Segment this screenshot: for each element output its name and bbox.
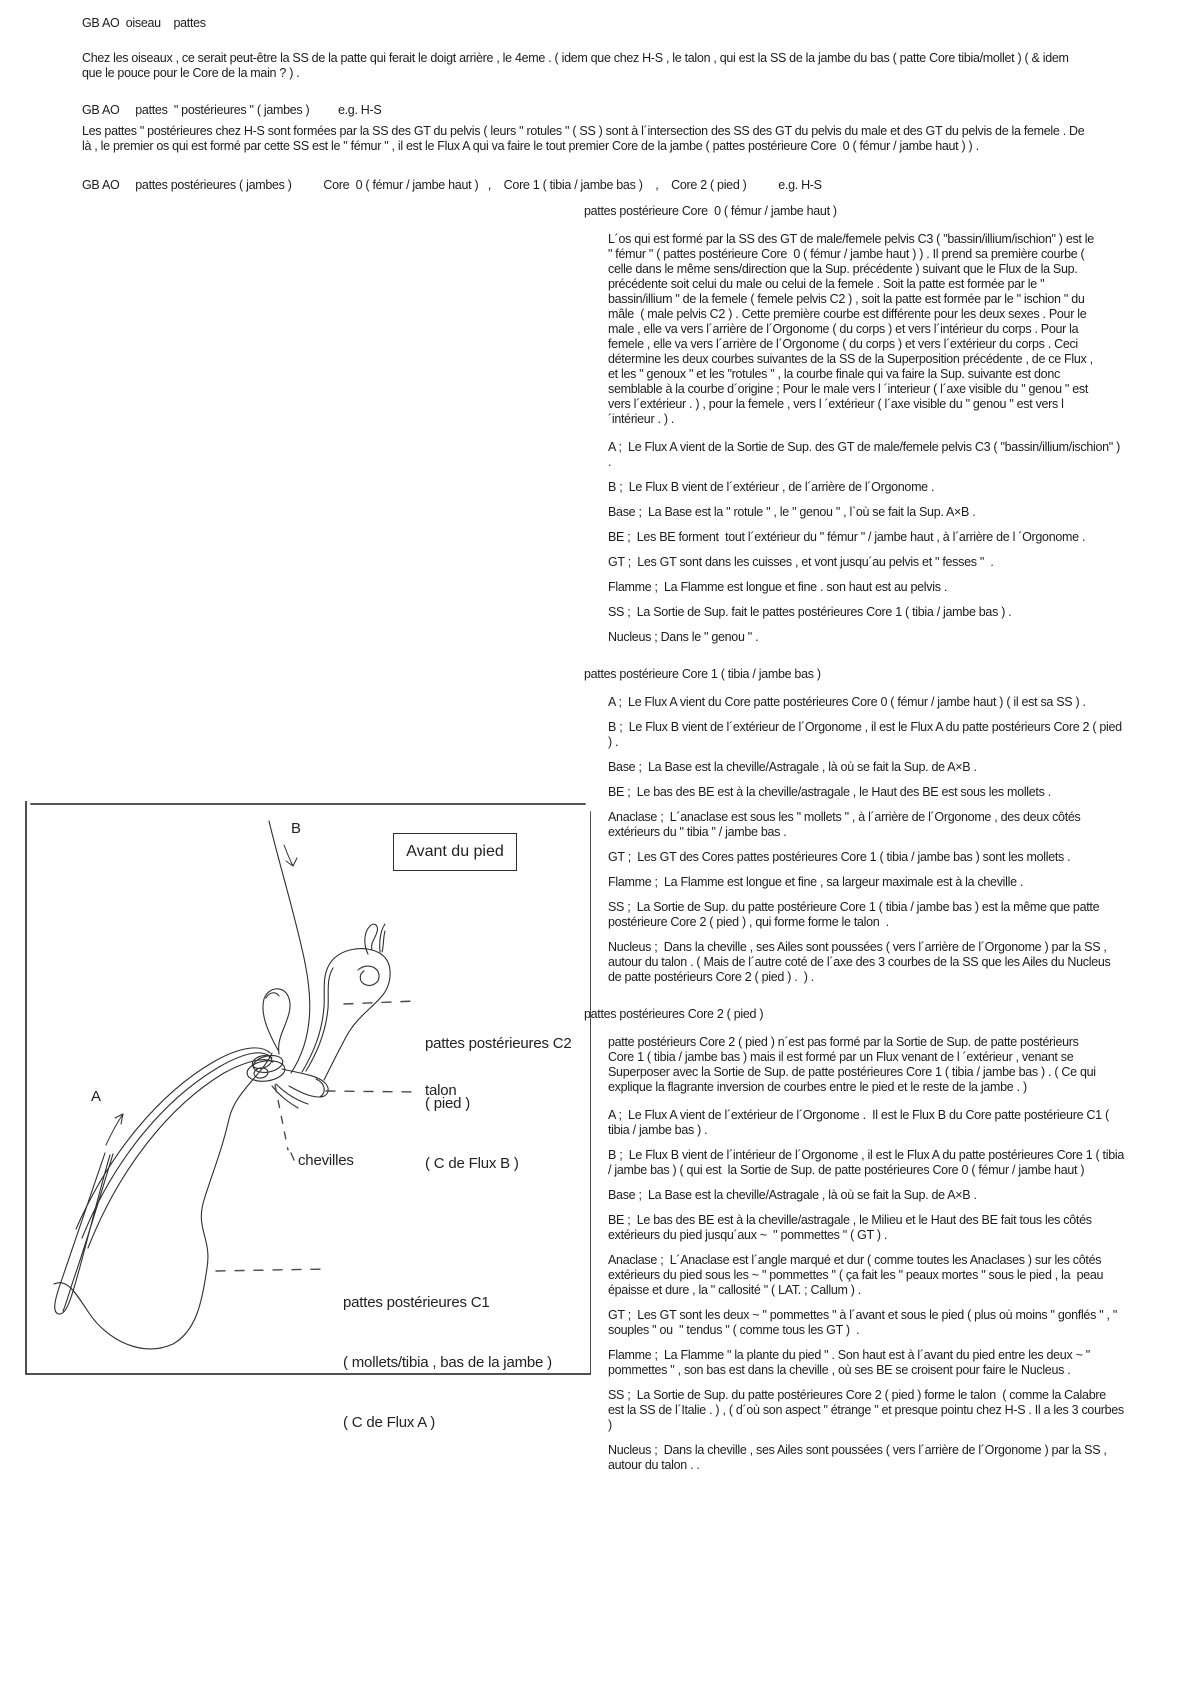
section-title: pattes postérieure Core 1 ( tibia / jambe bas )	[584, 667, 821, 681]
c1-callout-line3: ( C de Flux A )	[343, 1414, 436, 1431]
avant-du-pied-box	[393, 833, 517, 871]
def-item-gt: GT ; Les GT des Cores pattes postérieures Core 1 ( tibia / jambe bas ) sont les mollets .	[608, 850, 1071, 864]
intro-paragraph-posterieures: Les pattes " postérieures chez H-S sont formées par la SS des GT du pelvis ( leurs " rotules " ( SS ) sont à l´intersection des SS des GT du pelvis du male et des GT du pelvis de la femele . De là , le premier os qui est formé par cette SS est le " fémur " , il est le Flux A qui va faire le tout premier Core de la jambe ( pattes postérieure Core 0 ( fémur / jambe haut ) ) .	[82, 124, 1088, 153]
def-item-base: Base ; La Base est la cheville/Astragale , là où se fait la Sup. de A×B .	[608, 1188, 977, 1202]
flux-b-arrow	[284, 845, 297, 866]
c2-callout	[425, 994, 572, 1214]
chevilles-callout: chevilles	[298, 1152, 354, 1169]
flux-b-label: B	[291, 820, 301, 837]
section-intro: L´os qui est formé par la SS des GT de male/femele pelvis C3 ( "bassin/illium/ischion" ) est le " fémur " ( pattes postérieure Core 0 ( fémur / jambe haut ) ) . Il prend sa première courbe ( celle dans le même sens/direction que la Sup. précédente ) suivant que le Flux de la Sup. précédente soit celui du male ou celui de la femele . Soit la patte est formée par le " bassin/illium " de la femele ( femele pelvis C2 ) , soit la patte est formée par le " ischion " du mâle ( male pelvis C2 ) . Cette première courbe est différente pour les deux sexes . Pour le male , elle va vers l´arrière de l´Orgonome ( du corps ) et vers l´intérieur du corps . Pour la femele , elle va vers l´arrière de l´Orgonome ( du corps ) et vers l´extérieur du corps . Ceci détermine les deux courbes suivantes de la SS de la Superposition précédente , de ce Flux , et les " genoux " et les "rotules " , la courbe finale qui va faire la Sup. suivante est donc semblable à la courbe d´origine ; Pour le male vers l ´interieur ( l´axe visible du " genou " est vers l´extérieur . ) , pour la femele , vers l ´extérieur ( l´axe visible du " genou " est vers l´intérieur . ) .	[608, 232, 1098, 426]
def-item-ss: SS ; La Sortie de Sup. fait le pattes postérieures Core 1 ( tibia / jambe bas ) .	[608, 605, 1012, 619]
title-line-cores: GB AO pattes postérieures ( jambes ) Core 0 ( fémur / jambe haut ) , Core 1 ( tibia / jambe bas ) , Core 2 ( pied ) e.g. H-S	[82, 178, 822, 192]
teardrop-loop	[55, 1153, 110, 1314]
def-item-nucleus: Nucleus ; Dans la cheville , ses Ailes sont poussées ( vers l´arrière de l´Orgonome ) par la SS , autour du talon . .	[608, 1443, 1110, 1472]
section-title: pattes postérieure Core 0 ( fémur / jambe haut )	[584, 204, 837, 218]
cheville-knot	[246, 1053, 286, 1083]
def-item-a: A ; Le Flux A vient de la Sortie de Sup. des GT de male/femele pelvis C3 ( "bassin/illium/ischion" ) .	[608, 440, 1124, 469]
c1-callout	[343, 1253, 552, 1473]
intro-paragraph-oiseau: Chez les oiseaux , ce serait peut-être la SS de la patte qui ferait le doigt arrière , le 4eme . ( idem que chez H-S , le talon , qui est la SS de la jambe du bas ( patte Core tibia/mollet ) ( & idem que le pouce pour le Core de la main ? ) .	[82, 51, 1072, 80]
talon-hook	[272, 1069, 328, 1108]
leader-c2	[344, 1001, 416, 1004]
page-header	[82, 16, 1087, 199]
notes-column	[584, 204, 1128, 1495]
def-item-be: BE ; Les BE forment tout l´extérieur du " fémur " / jambe haut , à l´arrière de l ´Orgonome .	[608, 530, 1086, 544]
def-item-nucleus: Nucleus ; Dans le " genou " .	[608, 630, 759, 644]
def-item-gt: GT ; Les GT sont dans les cuisses , et vont jusqu´au pelvis et " fesses " .	[608, 555, 994, 569]
title-line-posterieures: GB AO pattes " postérieures " ( jambes ) e.g. H-S	[82, 103, 382, 117]
def-item-a: A ; Le Flux A vient de l´extérieur de l´Orgonome . Il est le Flux B du Core patte postérieure C1 ( tibia / jambe bas ) .	[608, 1108, 1112, 1137]
section-intro: patte postérieurs Core 2 ( pied ) n´est pas formé par la Sortie de Sup. de patte postérieurs Core 1 ( tibia / jambe bas ) mais il est formé par un Flux venant de l ´extérieur , venant se Superposer avec la Sortie de Sup. de patte postérieures Core 1 ( tibia / jambe bas ) . ( Ce qui explique la flagrante inversion de courbes entre le pied et le reste de la jambe . )	[608, 1035, 1099, 1094]
leader-c1	[216, 1269, 328, 1271]
leader-chevilles	[275, 1085, 288, 1150]
teardrop-inner-line	[63, 1154, 113, 1311]
flux-a-label: A	[91, 1088, 101, 1105]
avant-du-pied-label: Avant du pied	[406, 843, 504, 860]
def-item-nucleus: Nucleus ; Dans la cheville , ses Ailes sont poussées ( vers l´arrière de l´Orgonome ) par la SS , autour du talon . ( Mais de l´autre coté de l´axe des 3 courbes de la SS que les Ailes du Nucleus de patte postérieurs Core 2 ( pied ) . ) .	[608, 940, 1114, 984]
c2-callout-line1: pattes postérieures C2	[425, 1035, 572, 1052]
def-item-base: Base ; La Base est la " rotule " , le " genou " , l`où se fait la Sup. A×B .	[608, 505, 976, 519]
def-item-a: A ; Le Flux A vient du Core patte postérieures Core 0 ( fémur / jambe haut ) ( il est sa SS ) .	[608, 695, 1086, 709]
def-item-b: B ; Le Flux B vient de l´intérieur de l´Orgonome , il est le Flux A du patte postérieures Core 1 ( tibia / jambe bas ) ( qui est la Sortie de Sup. de patte postérieures Core 0 ( fémur / jambe haut )	[608, 1148, 1128, 1177]
def-item-anaclase: Anaclase ; L´anaclase est sous les " mollets " , à l´arrière de l´Orgonome , des deux côtés extérieurs du " tibia " / jambe bas .	[608, 810, 1084, 839]
def-item-ss: SS ; La Sortie de Sup. du patte postérieure Core 1 ( tibia / jambe bas ) est la même que patte postérieure Core 2 ( pied ) , qui forme forme le talon .	[608, 900, 1103, 929]
leader-talon	[326, 1091, 418, 1092]
talon-callout: talon	[425, 1082, 457, 1099]
def-item-base: Base ; La Base est la cheville/Astragale , là où se fait la Sup. de A×B .	[608, 760, 977, 774]
flux-a-curves	[76, 1048, 273, 1248]
section-title: pattes postérieures Core 2 ( pied )	[584, 1007, 764, 1021]
pied-spiral	[358, 966, 379, 985]
def-item-be: BE ; Le bas des BE est à la cheville/astragale , le Haut des BE est sous les mollets .	[608, 785, 1051, 799]
section-core2	[584, 1007, 1128, 1473]
c1-mollet-curve	[54, 1053, 272, 1349]
def-item-b: B ; Le Flux B vient de l´extérieur de l´Orgonome , il est le Flux A du patte postérieurs Core 2 ( pied ) .	[608, 720, 1125, 749]
diagram-panel	[25, 801, 591, 1431]
pied-outline	[302, 924, 390, 1080]
def-item-anaclase: Anaclase ; L´Anaclase est l´angle marqué et dur ( comme toutes les Anaclases ) sur les côtés extérieurs du pied sous les ~ " pommettes " ( ça fait les " peaux mortes " sous le pied , la peau épaisse et dure , la " callosité " ( LAT. ; Callum ) .	[608, 1253, 1107, 1297]
def-item-flamme: Flamme ; La Flamme est longue et fine , sa largeur maximale est à la cheville .	[608, 875, 1024, 889]
def-item-flamme: Flamme ; La Flamme " la plante du pied " . Son haut est à l´avant du pied entre les deux ~ " pommettes " , son bas est dans la cheville , où ses BE se croisent pour faire le Nucleus .	[608, 1348, 1094, 1377]
def-item-b: B ; Le Flux B vient de l´extérieur , de l´arrière de l´Orgonome .	[608, 480, 935, 494]
def-item-gt: GT ; Les GT sont les deux ~ " pommettes " à l´avant et sous le pied ( plus où moins " gonflés " , " souples " ou " tendus " ( comme tous les GT ) .	[608, 1308, 1121, 1337]
left-blob-outline	[263, 989, 290, 1054]
section-core1	[584, 667, 1124, 985]
c2-callout-line3: ( C de Flux B )	[425, 1155, 519, 1172]
title-line-oiseau: GB AO oiseau pattes	[82, 16, 206, 30]
section-core0	[584, 204, 1124, 645]
def-item-be: BE ; Le bas des BE est à la cheville/astragale , le Milieu et le Haut des BE fait tous les côtés extérieurs du pied jusqu´aux ~ " pommettes " ( GT ) .	[608, 1213, 1095, 1242]
flux-a-arrow	[106, 1114, 123, 1145]
c1-callout-line1: pattes postérieures C1	[343, 1294, 490, 1311]
leader-chevilles-tick	[291, 1153, 294, 1160]
def-item-ss: SS ; La Sortie de Sup. du patte postérieures Core 2 ( pied ) forme le talon ( comme la Calabre est la SS de l´Italie . ) , ( d´où son aspect " étrange " et presque pointu chez H-S . Il a les 3 courbes )	[608, 1388, 1128, 1432]
c1-callout-line2: ( mollets/tibia , bas de la jambe )	[343, 1354, 552, 1371]
def-item-flamme: Flamme ; La Flamme est longue et fine . son haut est au pelvis .	[608, 580, 948, 594]
c2-callout-line2: ( pied )	[425, 1095, 471, 1112]
